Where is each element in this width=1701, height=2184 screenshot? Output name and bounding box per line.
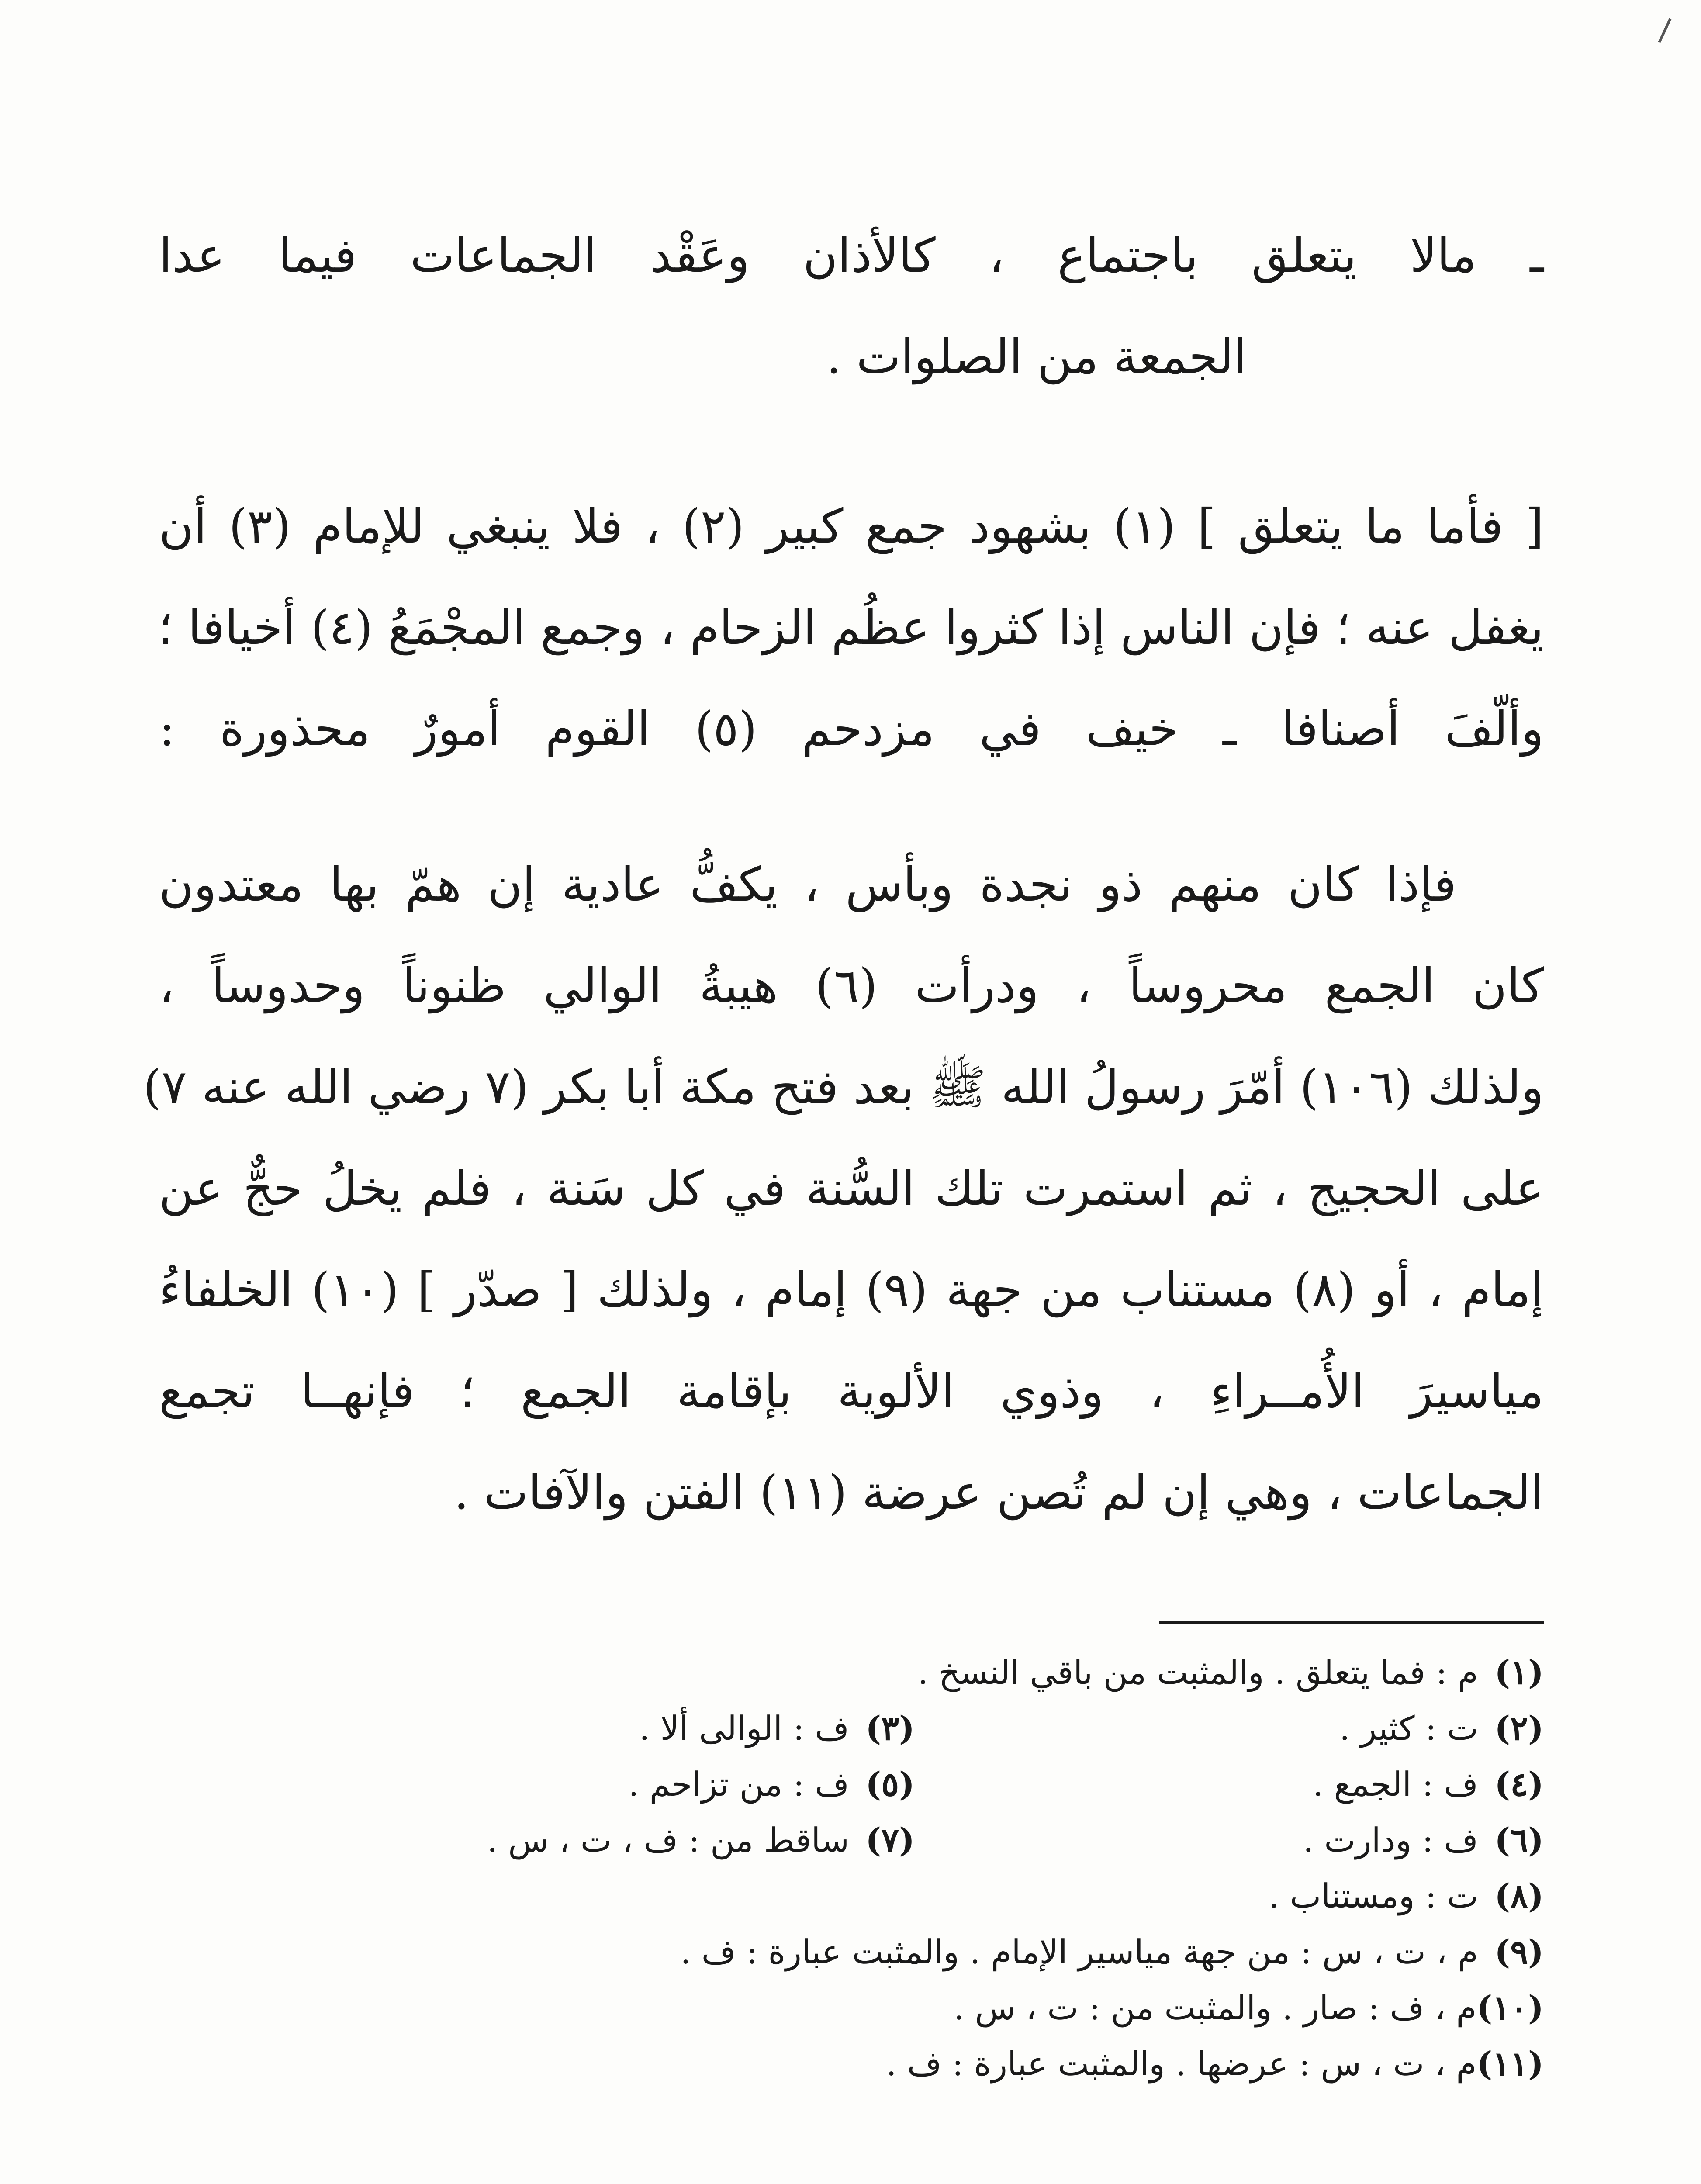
scan-mark xyxy=(1658,18,1672,43)
footnote xyxy=(915,1756,1544,1812)
footnote-number: (٣) xyxy=(865,1709,915,1748)
text-line: يغفل عنه ؛ فإن الناس إذا كثروا عظُم الزحام ، وجمع المجْمَعُ (٤) أخيافا ؛ xyxy=(158,601,1544,655)
footnote-text: ف : من تزاحم . xyxy=(628,1765,849,1804)
footnote-number: (١١) xyxy=(1476,2044,1544,2083)
text-line: إمام ، أو (٨) مستناب من جهة (٩) إمام ، ولذلك [ صدّر ] (١٠) الخلفاءُ xyxy=(159,1263,1544,1317)
footnote-number: (١) xyxy=(1494,1653,1544,1692)
footnote-row xyxy=(168,1756,1544,1812)
footnote-text: ف : الوالى ألا . xyxy=(639,1709,849,1748)
text-line: [ فأما ما يتعلق ] (١) بشهود جمع كبير (٢) ، فلا ينبغي للإمام (٣) أن xyxy=(159,499,1544,554)
text-line: ولذلك (١٠٦) أمّرَ رسولُ الله ﷺ بعد فتح مكة أبا بكر (٧ رضي الله عنه ٧) xyxy=(143,1060,1544,1115)
footnote-number: (٧) xyxy=(865,1821,915,1859)
footnote-row xyxy=(168,1868,1544,1924)
footnote-row xyxy=(168,1812,1544,1868)
text-line: كان الجمع محروساً ، ودرأت (٦) هيبةُ الوالي ظنوناً وحدوساً ، xyxy=(159,959,1544,1013)
footnote-number: (٥) xyxy=(865,1765,915,1804)
footnote-row xyxy=(168,1645,1544,1700)
footnote xyxy=(639,1700,915,1756)
footnote xyxy=(954,1980,1544,2036)
paragraph-3 xyxy=(143,834,1544,1544)
footnote-number: (٤) xyxy=(1494,1765,1544,1804)
footnote-text: ف : ودارت . xyxy=(1303,1821,1478,1859)
footnotes xyxy=(168,1645,1544,2092)
text-line: الجمعة من الصلوات . xyxy=(826,330,1247,384)
paragraph-1 xyxy=(159,205,1544,408)
footnote-text: م : فما يتعلق . والمثبت من باقي النسخ . xyxy=(917,1653,1478,1692)
footnote-text: م ، ت ، س : من جهة مياسير الإمام . والمثبت عبارة : ف . xyxy=(680,1932,1478,1971)
paragraph-2 xyxy=(159,476,1544,780)
footnote xyxy=(1269,1868,1544,1924)
footnote-number: (٦) xyxy=(1494,1821,1544,1859)
footnote-text: ت : ومستناب . xyxy=(1269,1876,1478,1915)
text-line: ـ مالا يتعلق باجتماع ، كالأذان وعَقْد الجماعات فيما عدا xyxy=(159,228,1544,283)
footnote-number: (٨) xyxy=(1494,1876,1544,1915)
footnote-separator xyxy=(1159,1621,1544,1624)
text-line: مياسيرَ الأُمــراءِ ، وذوي الألوية بإقامة الجمع ؛ فإنهــا تجمع xyxy=(159,1364,1544,1419)
text-line: وألّفَ أصنافا ـ خيف في مزدحم (٥) القوم أمورٌ محذورة : xyxy=(159,702,1544,757)
footnote-row xyxy=(168,1924,1544,1980)
footnote-row xyxy=(168,2036,1544,2092)
footnote xyxy=(915,1700,1544,1756)
footnote-text: ساقط من : ف ، ت ، س . xyxy=(487,1821,849,1859)
footnote-row xyxy=(168,1700,1544,1756)
footnote xyxy=(628,1756,915,1812)
footnote xyxy=(680,1924,1544,1980)
text-line: الجماعات ، وهي إن لم تُصن عرضة (١١) الفتن والآفات . xyxy=(454,1465,1544,1520)
footnote xyxy=(915,1812,1544,1868)
footnote xyxy=(487,1812,915,1868)
footnote-number: (٢) xyxy=(1494,1709,1544,1748)
footnote-text: م ، ف : صار . والمثبت من : ت ، س . xyxy=(954,1988,1477,2027)
footnote-text: ت : كثير . xyxy=(1339,1709,1478,1748)
text-line: على الحجيج ، ثم استمرت تلك السُّنة في كل سَنة ، فلم يخلُ حجٌّ عن xyxy=(159,1161,1544,1216)
footnote xyxy=(886,2036,1544,2092)
footnote xyxy=(918,1645,1544,1700)
text-line: فإذا كان منهم ذو نجدة وبأس ، يكفُّ عادية إن همّ بها معتدون xyxy=(159,857,1456,912)
footnote-number: (٩) xyxy=(1494,1932,1544,1971)
footnote-text: ف : الجمع . xyxy=(1313,1765,1478,1804)
footnote-text: م ، ت ، س : عرضها . والمثبت عبارة : ف . xyxy=(886,2044,1477,2083)
footnote-row xyxy=(168,1980,1544,2036)
footnote-number: (١٠) xyxy=(1476,1988,1544,2027)
